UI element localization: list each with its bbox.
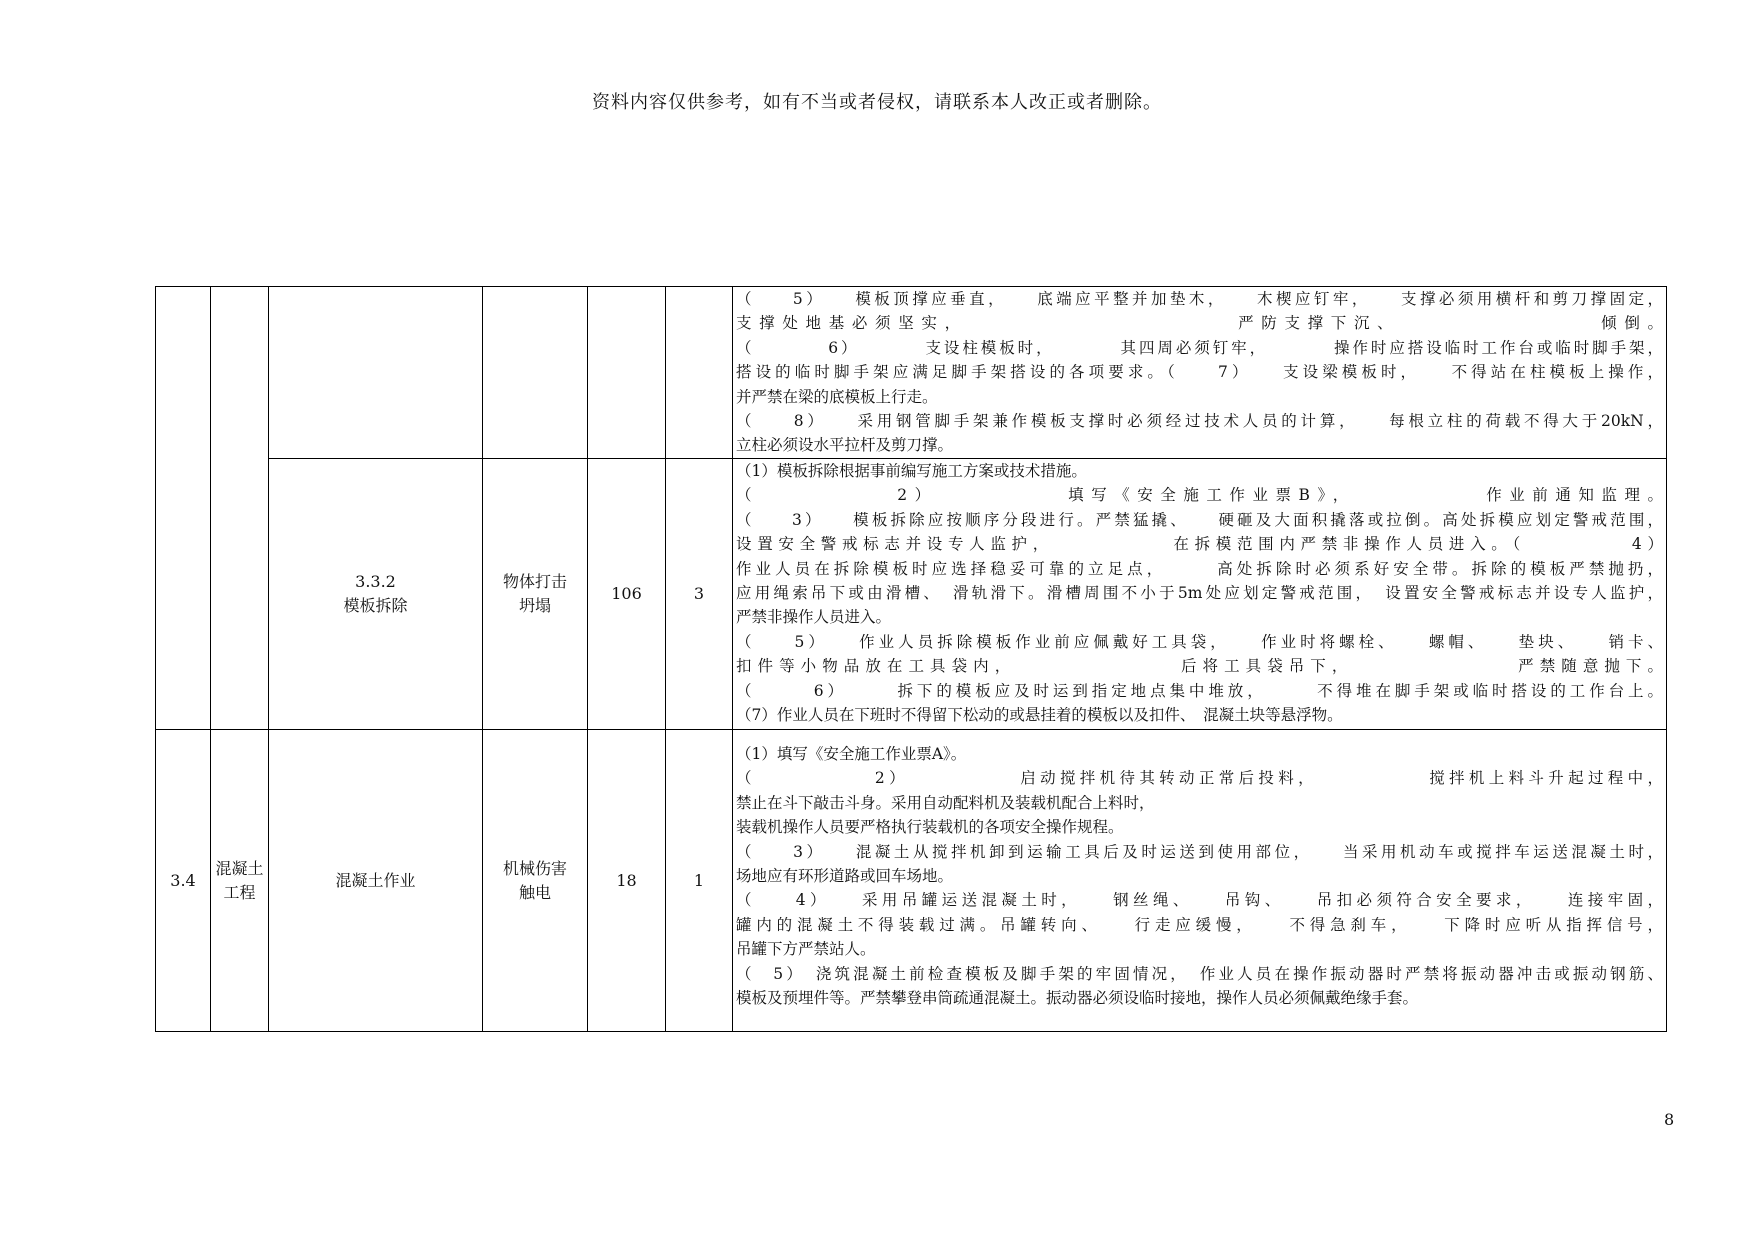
sub-item-cell — [269, 730, 483, 1032]
count-cell: 106 — [588, 459, 666, 730]
measure-line: 支撑处地基必须坚实， 严防支撑下沉、 倾倒。 — [736, 314, 1663, 333]
level-cell — [666, 287, 733, 459]
measure-line: 作业人员在拆除模板时应选择稳妥可靠的立足点， 高处拆除时必须系好安全带。拆除的模板严禁抛扔， — [736, 559, 1663, 578]
measure-line: 禁止在斗下敲击斗身。采用自动配料机及装载机配合上料时， — [736, 793, 1155, 812]
measure-line: （ 5） 浇筑混凝土前检查模板及脚手架的牢固情况， 作业人员在操作振动器时严禁将振动器冲击或振动钢筋、 — [736, 964, 1663, 983]
measures-cell — [733, 730, 1667, 1032]
item-no-cell: 3.4 — [156, 730, 211, 1032]
measure-line: （ 4） 采用吊罐运送混凝土时， 钢丝绳、 吊钩、 吊扣必须符合安全要求， 连接牢固， — [736, 891, 1663, 910]
measure-line: 搭设的临时脚手架应满足脚手架搭设的各项要求。（ 7） 支设梁模板时， 不得站在柱模板上操作， — [736, 363, 1663, 382]
hazard-cell — [483, 730, 588, 1032]
measure-line: 应用绳索吊下或由滑槽、 滑轨滑下。滑槽周围不小于5m处应划定警戒范围， 设置安全警戒标志并设专人监护， — [736, 584, 1663, 603]
table-row — [156, 287, 1667, 459]
hazard-cell — [483, 459, 588, 730]
measure-line: （1）模板拆除根据事前编写施工方案或技术措施。 — [736, 462, 1087, 480]
measure-line: （ 2） 启动搅拌机待其转动正常后投料， 搅拌机上料斗升起过程中， — [736, 769, 1663, 788]
measure-line: 严禁非操作人员进入。 — [736, 608, 892, 627]
measure-line: 设置安全警戒标志并设专人监护， 在拆模范围内严禁非操作人员进入。（ 4） — [736, 535, 1663, 554]
measures-cell — [733, 287, 1667, 459]
hazard-cell — [483, 287, 588, 459]
item-name: 混凝土 — [215, 858, 264, 878]
measure-line: （ 5） 作业人员拆除模板作业前应佩戴好工具袋， 作业时将螺栓、 螺帽、 垫块、 销卡、 — [736, 632, 1663, 651]
hazard-type: 触电 — [518, 882, 551, 902]
sub-item-name: 模板拆除 — [343, 596, 408, 615]
measure-line: （ 5） 模板顶撑应垂直， 底端应平整并加垫木， 木楔应钉牢， 支撑必须用横杆和剪刀撑固定， — [736, 290, 1663, 308]
measure-line: （ 8） 采用钢管脚手架兼作模板支撑时必须经过技术人员的计算， 每根立柱的荷载不得大于20kN， — [736, 412, 1663, 431]
measure-line: 并严禁在梁的底模板上行走。 — [736, 387, 938, 406]
sub-item-cell — [269, 287, 483, 459]
measure-line: （7）作业人员在下班时不得留下松动的或悬挂着的模板以及扣件、 混凝土块等悬浮物。 — [736, 706, 1343, 725]
level-cell: 1 — [666, 730, 733, 1032]
page-number: 8 — [1664, 1110, 1675, 1129]
measure-line: （1）填写《安全施工作业票A》。 — [736, 745, 967, 763]
measure-line: 装载机操作人员要严格执行装载机的各项安全操作规程。 — [736, 818, 1124, 837]
sub-item-cell — [269, 459, 483, 730]
measures-cell — [733, 459, 1667, 730]
header-disclaimer: 资料内容仅供参考，如有不当或者侵权，请联系本人改正或者删除。 — [592, 92, 1162, 113]
sub-item-number: 3.3.2 — [355, 572, 396, 591]
measure-line: （ 6） 拆下的模板应及时运到指定地点集中堆放， 不得堆在脚手架或临时搭设的工作台上。 — [736, 681, 1663, 700]
measure-line: （ 3） 混凝土从搅拌机卸到运输工具后及时运送到使用部位， 当采用机动车或搅拌车运送混凝土时， — [736, 842, 1663, 861]
item-no-cell — [156, 287, 211, 730]
measure-line: 罐内的混凝土不得装载过满。吊罐转向、 行走应缓慢， 不得急刹车， 下降时应听从指挥信号， — [736, 915, 1663, 934]
measure-line: 场地应有环形道路或回车场地。 — [736, 867, 954, 886]
hazard-type: 机械伤害 — [502, 858, 567, 878]
measure-line: 立柱必须设水平拉杆及剪刀撑。 — [736, 436, 954, 455]
item-name-cell — [211, 287, 269, 730]
measure-line: （ 3） 模板拆除应按顺序分段进行。严禁猛撬、 硬砸及大面积撬落或拉倒。高处拆模应划定警戒范围， — [736, 510, 1663, 529]
measure-line: （ 6） 支设柱模板时， 其四周必须钉牢， 操作时应搭设临时工作台或临时脚手架， — [736, 338, 1663, 357]
measure-line: 模板及预埋件等。严禁攀登串筒疏通混凝土。振动器必须设临时接地，操作人员必须佩戴绝缘手套。 — [736, 989, 1419, 1008]
measure-line: （ 2） 填写《安全施工作业票B》， 作业前通知监理。 — [736, 486, 1663, 505]
table-row — [156, 730, 1667, 1032]
sub-item-name: 混凝土作业 — [335, 870, 416, 890]
hazard-type: 物体打击 — [502, 572, 567, 591]
measure-line: 扣件等小物品放在工具袋内， 后将工具袋吊下， 严禁随意抛下。 — [736, 657, 1663, 676]
measure-line: 吊罐下方严禁站人。 — [736, 940, 876, 959]
level-cell: 3 — [666, 459, 733, 730]
hazard-type: 坍塌 — [518, 596, 551, 615]
item-name: 工程 — [223, 882, 256, 902]
count-cell: 18 — [588, 730, 666, 1032]
table-row — [156, 459, 1667, 730]
safety-measures-table — [155, 286, 1667, 1032]
count-cell — [588, 287, 666, 459]
item-name-cell — [211, 730, 269, 1032]
